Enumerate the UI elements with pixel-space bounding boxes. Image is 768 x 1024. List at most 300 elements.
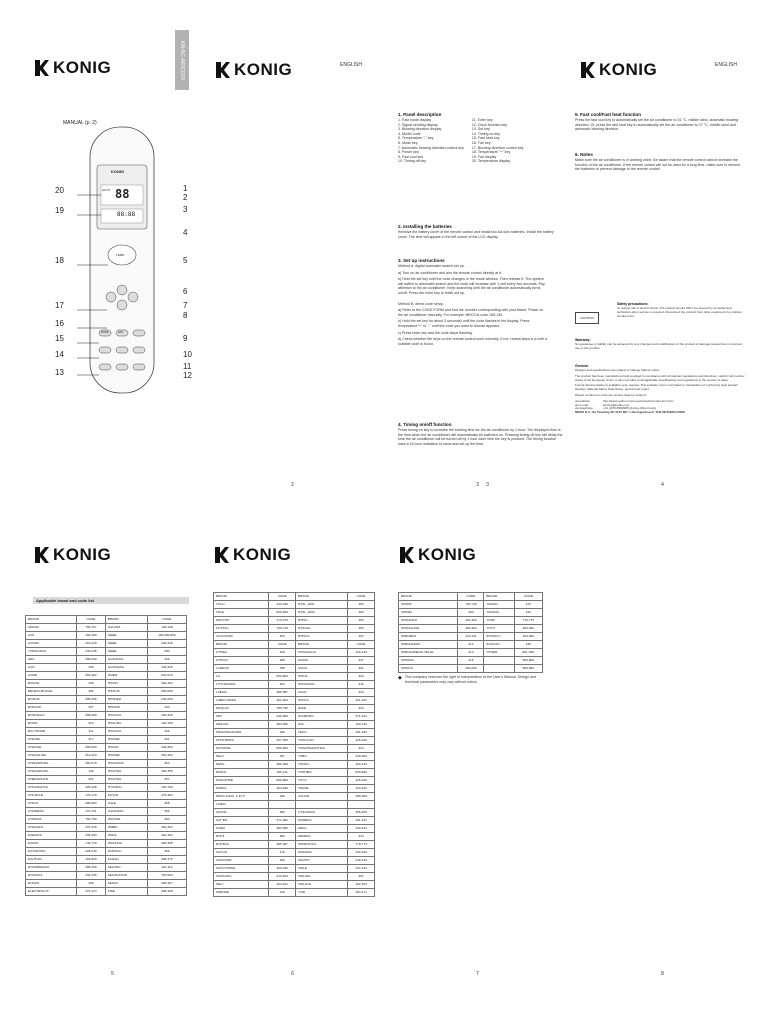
table-cell: 360 bbox=[147, 816, 186, 824]
table-row bbox=[214, 705, 375, 713]
contact-value[interactable]: service@nedis.com bbox=[603, 402, 630, 407]
konig-k-icon bbox=[216, 62, 230, 78]
table-cell: CODE bbox=[269, 641, 296, 649]
heading: Safety precautions: bbox=[617, 302, 649, 306]
section-warranty bbox=[575, 338, 745, 353]
remote-illustration bbox=[87, 125, 157, 395]
page-number: 8 bbox=[661, 971, 664, 977]
table-cell: 421-422 bbox=[348, 697, 375, 705]
panel-item: 15. Fast heat key bbox=[471, 136, 500, 141]
table-row bbox=[214, 817, 375, 825]
table-cell: SHENBAO bbox=[399, 633, 458, 641]
table-cell: AUX bbox=[26, 632, 77, 640]
table-cell: CHANGLING bbox=[26, 752, 77, 760]
table-cell: OTHER bbox=[484, 649, 514, 657]
table-cell: GREE bbox=[105, 648, 147, 656]
table-cell: 358 bbox=[147, 800, 186, 808]
column-header: BRAND bbox=[296, 593, 348, 601]
contact-label: via website: bbox=[575, 398, 591, 403]
table-cell: 386 bbox=[269, 833, 296, 841]
table-cell: 788 bbox=[269, 665, 296, 673]
table-cell: ZOOCAN bbox=[484, 641, 514, 649]
table-cell: 120-159 bbox=[147, 720, 186, 728]
remote-button-mode[interactable]: MODE bbox=[101, 331, 109, 334]
table-cell: DAYANTING bbox=[26, 848, 77, 856]
remote-button-fan[interactable]: FAN bbox=[118, 331, 123, 334]
table-cell: 425-428 bbox=[348, 777, 375, 785]
table-cell: 239-289 bbox=[348, 753, 375, 761]
table-cell: 301-302 bbox=[147, 680, 186, 688]
contact-value[interactable]: +31 (0)73-5993965 (during office hours) bbox=[603, 406, 657, 411]
brand-name: KONIG bbox=[599, 60, 658, 79]
paragraph: Make sure the air conditioner is in working order. Be aware that the remote control cannot increase the function of the air conditioner. If the remote control will not be used for a long time, make sure to remove the batteries to prevent damage to the remote control. bbox=[575, 158, 741, 172]
table-cell: CORONA bbox=[26, 816, 77, 824]
table-cell: 324 bbox=[77, 776, 106, 784]
table-cell: 346-350 bbox=[147, 744, 186, 752]
table-cell: 806-809 bbox=[514, 657, 542, 665]
table-cell: ELECTROLUX bbox=[26, 888, 77, 896]
table-cell: 281 bbox=[147, 736, 186, 744]
konig-k-icon bbox=[400, 547, 414, 563]
contact-label: via e-mail: bbox=[575, 402, 589, 407]
panel-item: 9. Fast cool key bbox=[398, 154, 424, 159]
table-cell: 286 bbox=[269, 657, 296, 665]
table-row bbox=[26, 832, 187, 840]
table-cell: MITSUBISHI bbox=[214, 737, 269, 745]
column-header: BRAND bbox=[26, 616, 77, 624]
heading: 5. Fast cool/Fast heat function bbox=[575, 112, 642, 117]
table-cell: BEIJING-BOJIAN bbox=[26, 688, 77, 696]
table-cell: LG bbox=[214, 673, 269, 681]
table-cell: 325-328 bbox=[77, 784, 106, 792]
table-cell: GALANZ bbox=[105, 624, 147, 632]
table-cell: 700-719 bbox=[269, 625, 296, 633]
table-cell: JINBEI bbox=[105, 824, 147, 832]
table-cell bbox=[484, 657, 514, 665]
table-cell: 357-359 bbox=[269, 737, 296, 745]
panel-item: 12. Clock function key bbox=[471, 122, 508, 127]
heading: 2. Installing the batteries bbox=[398, 224, 452, 229]
paragraph: Method B: direct code setup. bbox=[398, 301, 444, 306]
table-cell: LIABAI bbox=[214, 801, 269, 809]
table-cell: 001-019 bbox=[147, 672, 186, 680]
table-cell: 200 bbox=[269, 649, 296, 657]
table-row bbox=[214, 881, 375, 889]
panel-item: 20. Temperature display bbox=[471, 159, 511, 164]
table-cell: 146-148 bbox=[147, 624, 186, 632]
table-cell: 337-338 bbox=[77, 824, 106, 832]
table-cell: BOSHIGAO bbox=[26, 712, 77, 720]
table-cell: XINLEYE bbox=[296, 881, 348, 889]
table-row bbox=[214, 665, 375, 673]
table-cell: SAFE bbox=[296, 705, 348, 713]
panel-col-2 bbox=[472, 118, 524, 164]
table-cell: 336 bbox=[77, 880, 106, 888]
table-cell: 180 bbox=[269, 857, 296, 865]
table-cell: BRAND bbox=[296, 641, 348, 649]
brand-logo bbox=[400, 545, 476, 565]
table-cell: DONGXIA bbox=[26, 872, 77, 880]
table-row bbox=[26, 744, 187, 752]
table-cell: KELONG bbox=[105, 864, 147, 872]
table-cell: 363-365 bbox=[147, 840, 186, 848]
table-row bbox=[214, 649, 375, 657]
table-header-row bbox=[26, 616, 187, 624]
table-row bbox=[214, 601, 375, 609]
section-title: Applicable brand and code list bbox=[33, 597, 189, 604]
table-cell: 445 bbox=[514, 641, 542, 649]
table-cell: JIALE bbox=[105, 800, 147, 808]
table-cell bbox=[484, 665, 514, 673]
brand-logo bbox=[216, 60, 292, 80]
table-cell: 484-490 bbox=[514, 625, 542, 633]
page-6 bbox=[390, 525, 565, 1015]
table-cell: YOTU bbox=[484, 625, 514, 633]
table-cell: 470 bbox=[514, 601, 542, 609]
table-row bbox=[214, 633, 375, 641]
table-cell: 308-309 bbox=[77, 712, 106, 720]
table-cell: 240-248 bbox=[269, 601, 296, 609]
table-cell: BAIXUE bbox=[26, 680, 77, 688]
table-cell: 770-774 bbox=[348, 841, 375, 849]
contact-value[interactable]: http://www.nedis.com/en-us/contact/contact-form.htm bbox=[603, 398, 674, 403]
table-cell: CHUANGHUA bbox=[26, 784, 77, 792]
table-cell: MDI bbox=[214, 713, 269, 721]
table-header-row bbox=[399, 593, 543, 601]
table-cell: 351-352 bbox=[147, 752, 186, 760]
panel-item: 7. Automatic blowing direction control key bbox=[398, 145, 464, 150]
table-cell: SONGXING bbox=[296, 681, 348, 689]
table-cell: LANDON bbox=[214, 665, 269, 673]
paragraph: Press timing on key to increase the starting time for the air conditioner by 1 hour. The displayed time is the time when the air conditioner will automatically be switched on. Pressing timing off key will delay the time the air conditioner will be turned off by 1 hour each time the key is pressed. The timing function uses a 15-hour indication to show and set up the time. bbox=[398, 428, 563, 446]
table-cell: 413 bbox=[458, 649, 484, 657]
table-cell: HYUNDAI bbox=[105, 784, 147, 792]
steps-b bbox=[398, 308, 548, 346]
table-cell: 391 bbox=[348, 665, 375, 673]
table-cell: SHANGHAI bbox=[399, 617, 458, 625]
table-cell: 451 bbox=[348, 873, 375, 881]
table-row bbox=[26, 656, 187, 664]
page-2 bbox=[210, 30, 563, 525]
konig-k-icon bbox=[35, 547, 49, 563]
table-cell: 384-386 bbox=[269, 721, 296, 729]
page-5 bbox=[205, 525, 380, 1015]
table-row bbox=[26, 792, 187, 800]
table-cell: 829-839 bbox=[269, 609, 296, 617]
callout-5: 5 bbox=[183, 256, 188, 265]
table-cell: NMICO bbox=[214, 769, 269, 777]
table-cell: 080-084 bbox=[77, 800, 106, 808]
table-cell bbox=[296, 801, 348, 809]
section-general bbox=[575, 364, 745, 417]
table-cell: JINDA bbox=[105, 832, 147, 840]
table-cell: 785-795 bbox=[269, 705, 296, 713]
table-cell: SOKIA bbox=[296, 673, 348, 681]
table-cell: CHANGHONG bbox=[26, 760, 77, 768]
table-cell: 403-404 bbox=[458, 625, 484, 633]
page-number: 6 bbox=[291, 971, 294, 977]
table-row bbox=[26, 848, 187, 856]
paragraph: No guarantee or liability can be accepted for any changes and modifications of the product or damage caused due to incorrect use of this product. bbox=[575, 342, 743, 350]
brand-logo bbox=[35, 58, 111, 78]
table-cell: LIMEN-VIDEO bbox=[214, 697, 269, 705]
table-row bbox=[399, 609, 543, 617]
table-cell: 429-430 bbox=[348, 761, 375, 769]
callout-14: 14 bbox=[55, 350, 64, 359]
table-cell: CHANGFU bbox=[26, 824, 77, 832]
table-cell: WANBAO bbox=[296, 817, 348, 825]
table-row bbox=[214, 737, 375, 745]
table-cell: CHIGNG bbox=[26, 736, 77, 744]
panel-item: 16. Fan key bbox=[471, 140, 491, 145]
table-cell: SELY bbox=[214, 881, 269, 889]
table-cell: KTHIEA bbox=[214, 649, 269, 657]
table-cell: BORJOR bbox=[26, 704, 77, 712]
paragraph: Method A: digital automatic search set up. bbox=[398, 264, 465, 268]
table-cell: NTSOLE bbox=[296, 625, 348, 633]
table-cell: 415 bbox=[458, 657, 484, 665]
table-cell: 447 bbox=[348, 657, 375, 665]
table-row bbox=[26, 880, 187, 888]
brand-name: KONIG bbox=[234, 60, 293, 79]
column-header: CODE bbox=[147, 616, 186, 624]
table-row bbox=[399, 649, 543, 657]
table-cell: ACME bbox=[26, 672, 77, 680]
callout-20: 20 bbox=[55, 186, 64, 195]
table-cell: 448-449 bbox=[348, 857, 375, 865]
table-cell: TOLLI bbox=[214, 601, 269, 609]
table-cell: HUAGAO bbox=[105, 712, 147, 720]
table-cell: 248 bbox=[77, 680, 106, 688]
model-code: KN-RC-AIRCO10 bbox=[179, 40, 185, 80]
brand-code-table bbox=[213, 592, 375, 897]
table-cell: 283 bbox=[348, 625, 375, 633]
table-cell: YAIR bbox=[296, 889, 348, 897]
table-row bbox=[214, 833, 375, 841]
table-row bbox=[399, 617, 543, 625]
column-header: BRAND bbox=[399, 593, 458, 601]
table-cell: HAIER bbox=[105, 672, 147, 680]
table-cell: CONMESS bbox=[26, 808, 77, 816]
table-cell: KIDE bbox=[105, 888, 147, 896]
table-cell: 265-268 bbox=[77, 864, 106, 872]
table-row bbox=[214, 641, 375, 649]
table-cell: 305-411 bbox=[269, 769, 296, 777]
remote-logo: KONIG bbox=[111, 169, 125, 174]
table-cell: 475-483 bbox=[147, 792, 186, 800]
table-cell: HONGHI bbox=[105, 704, 147, 712]
table-row bbox=[26, 632, 187, 640]
table-cell: 371-382 bbox=[269, 817, 296, 825]
table-cell: 410-411 bbox=[458, 633, 484, 641]
table-cell: 288-289 bbox=[348, 793, 375, 801]
callout-2: 2 bbox=[183, 193, 188, 202]
table-cell: 361-362 bbox=[147, 824, 186, 832]
table-cell: 311 bbox=[77, 728, 106, 736]
table-cell: NESS bbox=[214, 761, 269, 769]
panel-item: 17. Blowing direction control key bbox=[471, 145, 524, 150]
table-cell: 100,650-659 bbox=[147, 632, 186, 640]
table-cell: SAY BO bbox=[214, 817, 269, 825]
table-cell: 340 bbox=[147, 704, 186, 712]
table-cell: 200-209 bbox=[458, 665, 484, 673]
table-cell: 210-229 bbox=[77, 640, 106, 648]
table-cell: AUCMA bbox=[26, 640, 77, 648]
table-cell: TOLE bbox=[214, 609, 269, 617]
heading: Warranty: bbox=[575, 338, 591, 342]
table-row bbox=[26, 816, 187, 824]
konig-k-icon bbox=[35, 60, 49, 76]
table-cell: 406, 466, bbox=[514, 649, 542, 657]
table-cell: CODE bbox=[348, 641, 375, 649]
table-cell: 760-799 bbox=[147, 784, 186, 792]
table-cell: WEILI bbox=[296, 825, 348, 833]
table-cell: 444 bbox=[348, 833, 375, 841]
table-cell: HITACHI bbox=[105, 688, 147, 696]
table-row bbox=[214, 729, 375, 737]
callout-16: 16 bbox=[55, 319, 64, 328]
model-banner bbox=[175, 30, 189, 90]
table-row bbox=[399, 641, 543, 649]
table-cell: 440-446 bbox=[348, 849, 375, 857]
table-cell: 425-428 bbox=[348, 737, 375, 745]
table-cell: TIANXINDIAOTIAO bbox=[296, 745, 348, 753]
table-cell: 386-387 bbox=[269, 689, 296, 697]
heading: 4. Timing on/off function bbox=[398, 422, 452, 427]
brand-name: KONIG bbox=[233, 545, 292, 564]
table-cell: 456-465 bbox=[348, 809, 375, 817]
table-row bbox=[214, 697, 375, 705]
table-cell: NTSL_2001 bbox=[296, 601, 348, 609]
table-cell: ZHONGYI bbox=[484, 633, 514, 641]
table-cell: 060-079 bbox=[77, 760, 106, 768]
table-cell: 400 bbox=[458, 609, 484, 617]
table-cell: SHARP bbox=[399, 601, 458, 609]
table-row bbox=[214, 625, 375, 633]
table-cell: 412 bbox=[458, 641, 484, 649]
table-cell: 110-119 bbox=[147, 864, 186, 872]
brand-code-table bbox=[398, 592, 543, 673]
table-cell: 366-367 bbox=[147, 880, 186, 888]
table-cell: 860-869 bbox=[269, 777, 296, 785]
table-cell: JIOPPGU bbox=[105, 848, 147, 856]
address: NEDIS B.V., De Tweeling 28, 5215 MC 's-Hertogenbosch, THE NETHERLANDS bbox=[575, 410, 685, 415]
callout-12: 12 bbox=[183, 371, 192, 380]
table-cell: SHINING bbox=[399, 657, 458, 665]
table-cell: HUALING bbox=[105, 720, 147, 728]
table-cell: 280 bbox=[147, 648, 186, 656]
table-row bbox=[26, 760, 187, 768]
table-row bbox=[26, 752, 187, 760]
table-cell: 462-453 bbox=[348, 881, 375, 889]
table-cell: PENG FANG, X IN H bbox=[214, 793, 269, 801]
table-cell: 270-279 bbox=[269, 617, 296, 625]
callout-3: 3 bbox=[183, 205, 188, 214]
table-cell: AEG bbox=[26, 656, 77, 664]
table-cell: NTHIG bbox=[296, 617, 348, 625]
table-row bbox=[214, 801, 375, 809]
panel-item: 11. Enter key bbox=[471, 118, 493, 122]
table-row bbox=[26, 648, 187, 656]
step-item: a) Refer to the CODE FORM and find the number corresponding with your brand. Power on the air conditioner manually. For example: BEKO is code 168-190. bbox=[398, 308, 544, 317]
table-cell: 284 bbox=[348, 609, 375, 617]
heading: 6. Notes bbox=[575, 152, 593, 157]
callout-9: 9 bbox=[183, 334, 188, 343]
table-cell: 357 bbox=[147, 776, 186, 784]
table-cell: GUANGDA bbox=[105, 656, 147, 664]
callout-13: 13 bbox=[55, 368, 64, 377]
step-item: a) Turn on air conditioner and aim the remote control directly at it. bbox=[398, 270, 502, 275]
panel-item: 4. Model code bbox=[398, 131, 421, 136]
callout-1: 1 bbox=[183, 184, 188, 193]
table-cell: WUZHO bbox=[296, 857, 348, 865]
table-row bbox=[26, 888, 187, 896]
table-cell: MINGXINGJIXIEN bbox=[214, 729, 269, 737]
table-cell: 359 bbox=[147, 808, 186, 816]
table-cell: 410-416 bbox=[348, 785, 375, 793]
table-row bbox=[214, 769, 375, 777]
table-cell: HOSHER bbox=[105, 696, 147, 704]
brand-code-table bbox=[25, 615, 187, 896]
callout-11: 11 bbox=[183, 362, 192, 371]
contact-label: via telephone: bbox=[575, 406, 594, 411]
remote-button-temp[interactable]: TEMP bbox=[116, 253, 125, 257]
table-cell: SANCHAM bbox=[214, 857, 269, 865]
table-cell: SONYA bbox=[296, 697, 348, 705]
table-cell: JINSTAR bbox=[105, 816, 147, 824]
table-cell: TOSHIBA bbox=[296, 769, 348, 777]
section-panel bbox=[398, 112, 563, 164]
table-cell: 332-333 bbox=[77, 832, 106, 840]
table-cell: SOMA bbox=[214, 825, 269, 833]
remote-screen-temp: 88 bbox=[115, 187, 130, 201]
paragraph: To reduce risk of electric shock, this product should ONLY be opened by an authorized technician when service is required. Disconnect the product from other equipment if a problem should occur. bbox=[617, 306, 742, 318]
callout-10: 10 bbox=[183, 350, 192, 359]
table-cell: RICHI bbox=[214, 833, 269, 841]
table-cell: RUIHING bbox=[214, 841, 269, 849]
column-header: CODE bbox=[514, 593, 542, 601]
brand-logo bbox=[215, 545, 291, 565]
table-cell: XINLING bbox=[296, 873, 348, 881]
column-header: BRAND bbox=[105, 616, 147, 624]
table-cell: 740-779 bbox=[77, 840, 106, 848]
brand-logo bbox=[35, 545, 111, 565]
section-fast bbox=[575, 112, 745, 134]
table-cell: HUAKE bbox=[105, 744, 147, 752]
language-label: ENGLISH bbox=[340, 62, 362, 68]
table-cell: SHINCO bbox=[399, 665, 458, 673]
table-cell: JIANGNAN bbox=[105, 808, 147, 816]
table-row bbox=[26, 856, 187, 864]
table-cell: 770-779 bbox=[514, 617, 542, 625]
table-row bbox=[26, 696, 187, 704]
table-cell: TOYO bbox=[296, 777, 348, 785]
table-cell: 160-169 bbox=[77, 632, 106, 640]
table-cell: 366 bbox=[147, 848, 186, 856]
table-cell: PANGSHKE bbox=[214, 777, 269, 785]
table-cell: SHENRE bbox=[214, 889, 269, 897]
section-timing bbox=[398, 422, 563, 448]
table-cell: 760-769 bbox=[77, 816, 106, 824]
table-cell: GREE bbox=[105, 640, 147, 648]
table-cell: CHANGDONG bbox=[26, 768, 77, 776]
table-cell: 464-466 bbox=[269, 785, 296, 793]
disclaimer bbox=[398, 675, 548, 686]
table-row bbox=[26, 736, 187, 744]
table-cell: DONGBEIMAO bbox=[26, 864, 77, 872]
table-cell: WUFENG bbox=[296, 849, 348, 857]
table-row bbox=[214, 841, 375, 849]
